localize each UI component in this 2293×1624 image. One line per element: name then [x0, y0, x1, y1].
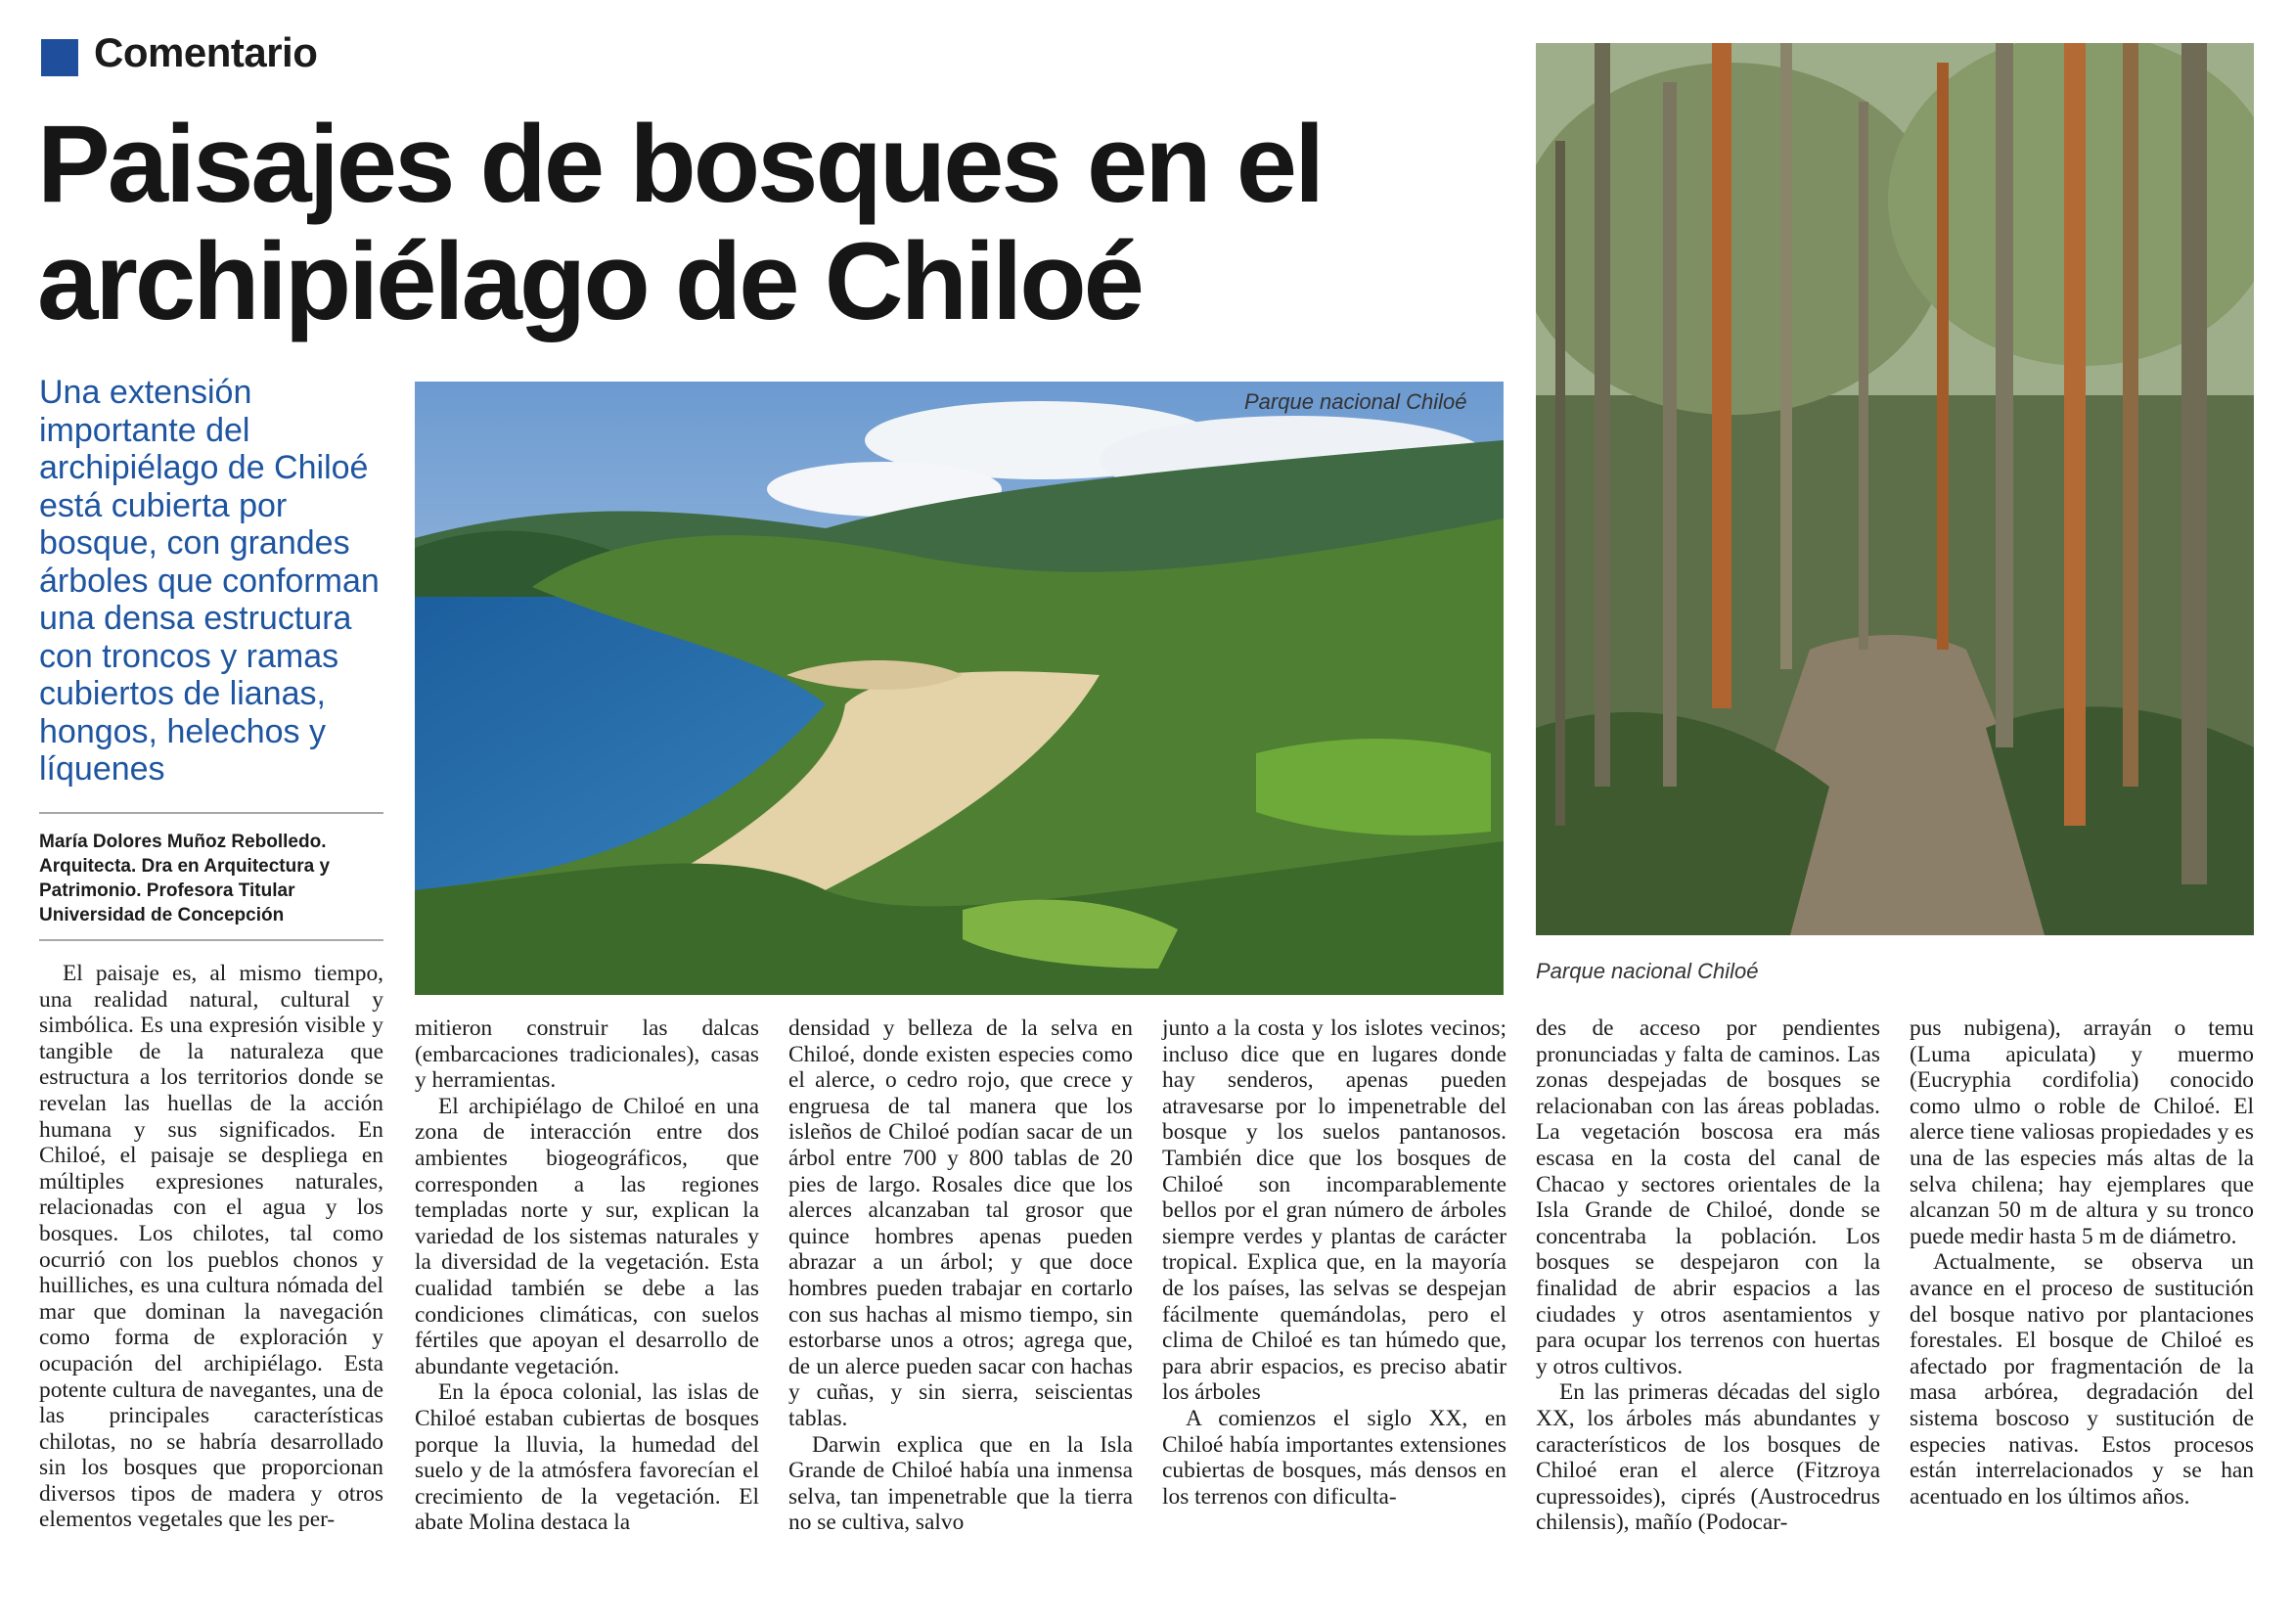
paragraph: mitieron construir las dalcas (embarcaciones tradicionales), casas y herramientas.	[415, 1015, 759, 1094]
paragraph: En la época colonial, las islas de Chiloé estaban cubiertas de bosques porque la lluvia, la humedad del suelo y de la atmósfera favorecían el crecimiento de la vegetación. El abate Molina destaca la	[415, 1379, 759, 1536]
author-byline: María Dolores Muñoz Rebolledo. Arquitecta. Dra en Arquitectura y Patrimonio. Profesora Titular Universidad de Concepción	[39, 832, 331, 925]
beach-photo-caption: Parque nacional Chiloé	[1244, 389, 1467, 414]
paragraph: Actualmente, se observa un avance en el proceso de sustitución del bosque nativo por plantaciones forestales. El bosque de Chiloé es afectado por fragmentación de la masa arbórea, degradación del sistema boscoso y sustitución de especies nativas. Estos procesos están interrelacionados y se han acentuado en los últimos años.	[1910, 1249, 2254, 1510]
text-column-5	[1536, 1015, 1880, 1536]
paragraph: El archipiélago de Chiloé en una zona de interacción entre dos ambientes biogeográficos, que corresponden a las regiones templadas norte y sur, explican la variedad de los sistemas naturales y la diversidad de la vegetación. Esta cualidad también se debe a las condiciones climáticas, con suelos fértiles que apoyan el desarrollo de abundante vegetación.	[415, 1093, 759, 1379]
beach-photo-image	[415, 382, 1504, 995]
paragraph: El paisaje es, al mismo tiempo, una realidad natural, cultural y simbólica. Es una expresión visible y tangible de la naturaleza que estructura a los territorios donde se revelan las huellas de la acción humana y sus significados. En Chiloé, el paisaje se despliega en múltiples expresiones naturales, relacionadas con el agua y los bosques. Los chilotes, tal como ocurrió con los pueblos chonos y huilliches, es una cultura nómada del mar que dominan la navegación como forma de exploración y ocupación del archipiélago. Esta potente cultura de navegantes, una de las principales características chilotas, no se habría desarrollado sin los bosques que proporcionan diversos tipos de madera y otros elementos vegetales que les per-	[39, 961, 383, 1533]
beach-photo	[415, 382, 1504, 995]
divider	[39, 812, 383, 814]
section-marker	[41, 39, 78, 76]
divider	[39, 939, 383, 941]
text-column-4	[1162, 1015, 1506, 1510]
paragraph: Darwin explica que en la Isla Grande de Chiloé había una inmensa selva, tan impenetrable que la tierra no se cultiva, salvo	[788, 1431, 1133, 1536]
paragraph: En las primeras décadas del siglo XX, los árboles más abundantes y característicos de los bosques de Chiloé eran el alerce (Fitzroya cupressoides), ciprés (Austrocedrus chilensis), mañío (Podocar-	[1536, 1379, 1880, 1536]
paragraph: densidad y belleza de la selva en Chiloé, donde existen especies como el alerce, o cedro rojo, que crece y engruesa de tal manera que los isleños de Chiloé podían sacar de un árbol entre 700 y 800 tablas de 20 pies de largo. Rosales dice que los alerces alcanzaban tal grosor que quince hombres apenas pueden abrazar a un árbol; y que doce hombres pueden trabajar en cortarlo con sus hachas al mismo tiempo, sin estorbarse unos a otros; agrega que, de un alerce pueden sacar con hachas y cuñas, y sin sierra, seiscientas tablas.	[788, 1015, 1133, 1431]
lead-paragraph: Una extensión importante del archipiélago de Chiloé está cubierta por bosque, con grandes árboles que conforman una densa estructura con troncos y ramas cubiertos de lianas, hongos, helechos y líquenes	[39, 374, 380, 788]
forest-photo-caption: Parque nacional Chiloé	[1536, 959, 1759, 983]
paragraph: des de acceso por pendientes pronunciadas y falta de caminos. Las zonas despejadas de bosques se relacionaban con las áreas pobladas. La vegetación boscosa era más escasa en la costa del canal de Chacao y sectores orientales de la Isla Grande de Chiloé, donde se concentraba la población. Los bosques se despejaron con la finalidad de abrir espacios a las ciudades y otros asentamientos y para ocupar los terrenos con huertas y otros cultivos.	[1536, 1015, 1880, 1379]
paragraph: junto a la costa y los islotes vecinos; incluso dice que en lugares donde hay senderos, apenas pueden atravesarse por lo impenetrable del bosque y los suelos pantanosos. También dice que los bosques de Chiloé son incomparablemente bellos por el gran número de árboles siempre verdes y plantas de carácter tropical. Explica que, en la mayoría de los países, las selvas se despejan fácilmente quemándolas, pero el clima de Chiloé es tan húmedo que, para abrir espacios, es preciso abatir los árboles	[1162, 1015, 1506, 1406]
headline: Paisajes de bosques en el archipiélago de Chiloé	[37, 103, 1323, 342]
section-label: Comentario	[94, 29, 318, 75]
paragraph: pus nubigena), arrayán o temu (Luma apiculata) y muermo (Eucryphia cordifolia) conocido como ulmo o roble de Chiloé. El alerce tiene valiosas propiedades y es una de las especies más altas de la selva chilena; hay ejemplares que alcanzan 50 m de altura y su tronco puede medir hasta 5 m de diámetro.	[1910, 1015, 2254, 1249]
forest-photo-image	[1536, 43, 2254, 935]
text-column-6	[1910, 1015, 2254, 1510]
text-column-1	[39, 961, 383, 1533]
text-column-3	[788, 1015, 1133, 1536]
text-column-2	[415, 1015, 759, 1536]
paragraph: A comienzos el siglo XX, en Chiloé había importantes extensiones cubiertas de bosques, más densos en los terrenos con dificulta-	[1162, 1405, 1506, 1510]
forest-photo	[1536, 43, 2254, 935]
